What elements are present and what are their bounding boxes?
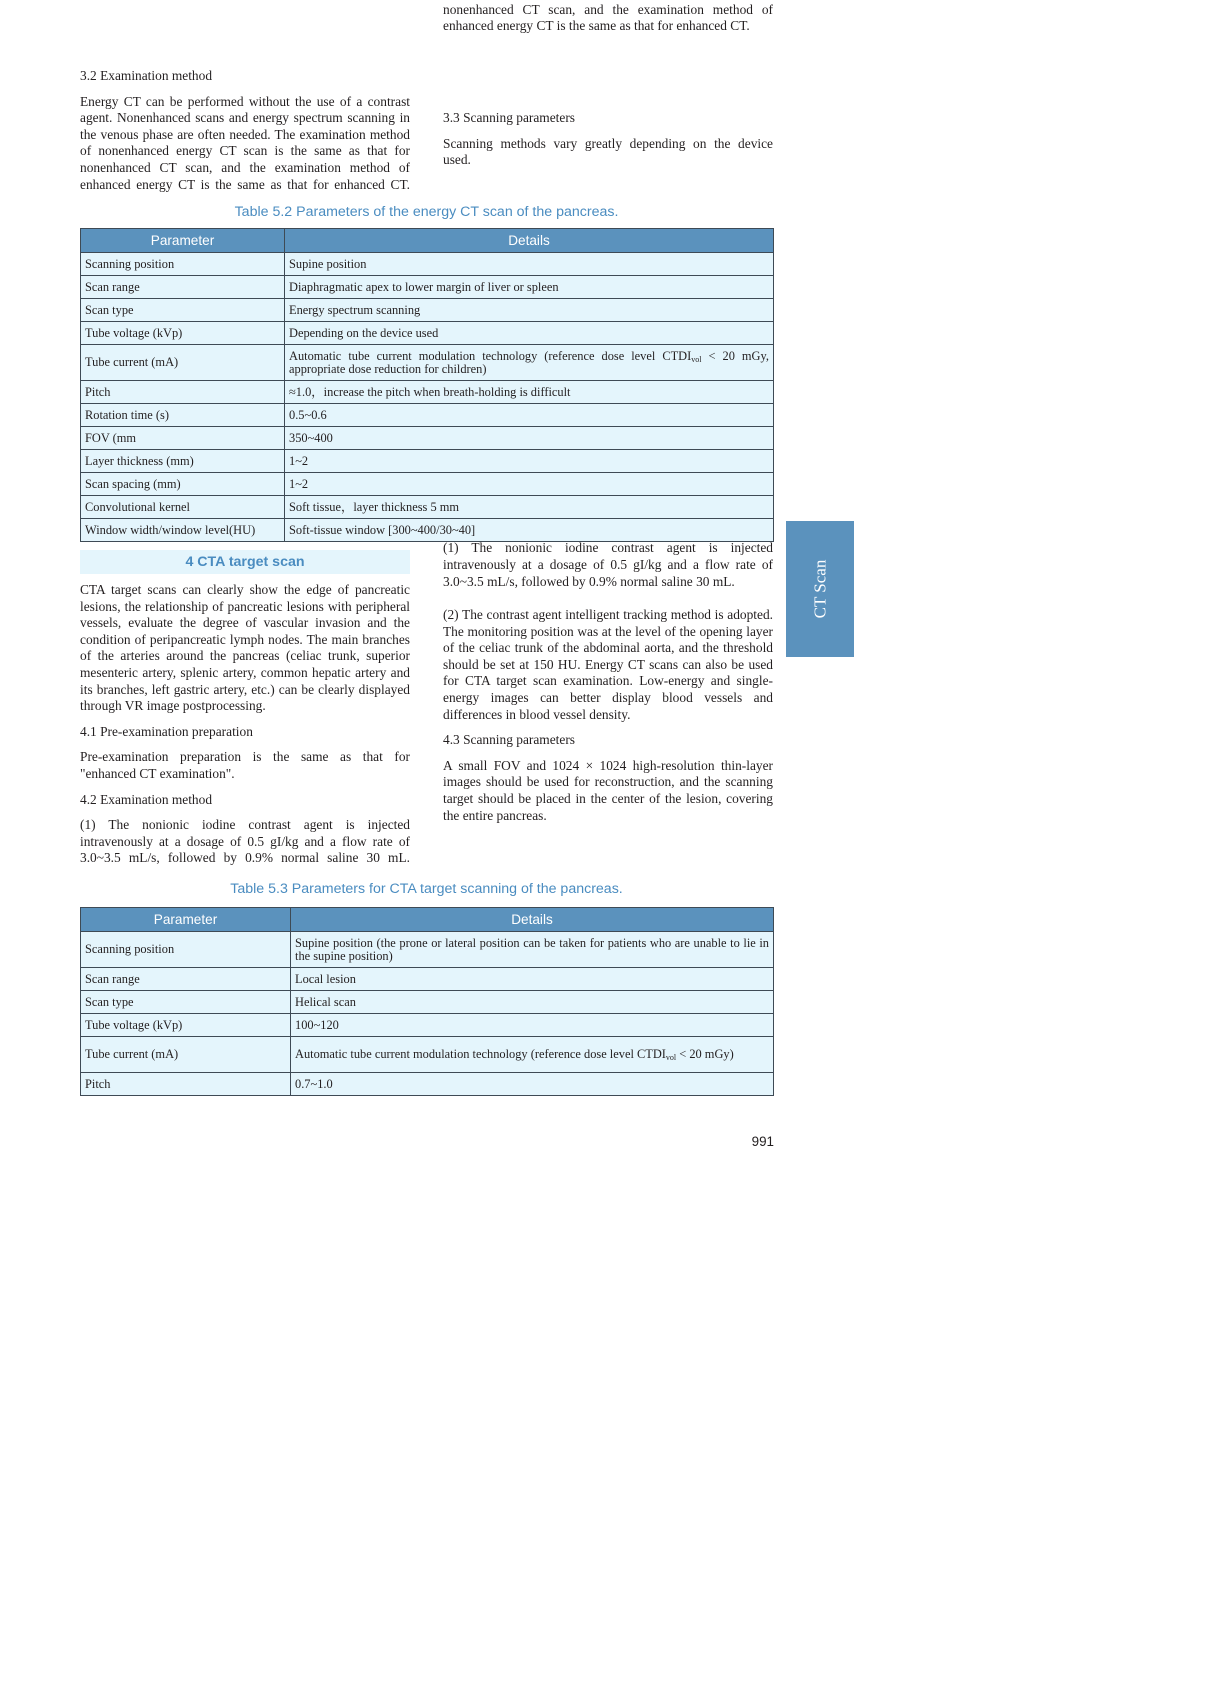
middle-left-column <box>80 582 410 866</box>
column-header-details: Details <box>285 229 774 253</box>
section-3-3-heading: 3.3 Scanning parameters <box>443 110 576 125</box>
side-tab-label: CT Scan <box>810 559 829 619</box>
section-4-2-item-1: (1) The nonionic iodine contrast agent is injected intravenously at a dosage of 0.5 gI/kg and a flow rate of 3.0~3.5 mL/s, followed by 0.9% normal saline 30 mL. <box>80 817 410 866</box>
details-cell: 0.7~1.0 <box>291 1073 774 1096</box>
param-cell: Pitch <box>81 381 285 404</box>
table-row <box>81 404 774 427</box>
details-cell: 0.5~0.6 <box>285 404 774 427</box>
param-cell: Scan spacing (mm) <box>81 473 285 496</box>
param-cell: Convolutional kernel <box>81 496 285 519</box>
section-3-2-paragraph-continued: nonenhanced CT scan, and the examination method of enhanced energy CT is the same as that for enhanced CT. <box>443 1 773 34</box>
section-4-2-item-1-continued: (1) The nonionic iodine contrast agent is injected intravenously at a dosage of 0.5 gI/kg and a flow rate of 3.0~3.5 mL/s, followed by 0.9% normal saline 30 mL. <box>443 540 773 589</box>
details-cell: ≈1.0，increase the pitch when breath-holding is difficult <box>285 381 774 404</box>
param-cell: Scanning position <box>81 253 285 276</box>
param-cell: Scan type <box>81 299 285 322</box>
table-row <box>81 253 774 276</box>
chapter-side-tab <box>786 521 854 657</box>
table-row <box>81 381 774 404</box>
top-right-column <box>443 1 773 178</box>
param-cell: Scan range <box>81 968 291 991</box>
section-4-1-paragraph: Pre-examination preparation is the same as that for "enhanced CT examination". <box>80 749 410 781</box>
table-5-3 <box>80 907 774 1096</box>
table-header-row <box>81 229 774 253</box>
section-3-2-continuation <box>443 1 773 101</box>
details-text: < 20 mGy, appropriate dose reduction for children) <box>289 348 769 376</box>
table-row <box>81 932 774 968</box>
details-cell: Supine position <box>285 253 774 276</box>
table-row <box>81 322 774 345</box>
table-row <box>81 427 774 450</box>
details-cell: Local lesion <box>291 968 774 991</box>
details-text: Automatic tube current modulation technology (reference dose level CTDI <box>289 348 692 363</box>
middle-right-column <box>443 540 773 833</box>
section-4-2-item-1-continuation <box>443 540 773 607</box>
details-cell <box>285 345 774 381</box>
details-cell: Energy spectrum scanning <box>285 299 774 322</box>
section-4-heading: 4 CTA target scan <box>80 550 410 574</box>
param-cell: Scanning position <box>81 932 291 968</box>
section-4-3-paragraph: A small FOV and 1024 × 1024 high-resolution thin-layer images should be used for reconstruction, and the scanning target should be placed in the center of the lesion, covering the entire pancreas. <box>443 757 773 823</box>
section-3-2-heading: 3.2 Examination method <box>80 68 213 83</box>
table-row <box>81 345 774 381</box>
section-4-1-heading: 4.1 Pre-examination preparation <box>80 723 253 739</box>
column-header-parameter: Parameter <box>81 908 291 932</box>
param-cell: Window width/window level(HU) <box>81 519 285 542</box>
table-header-row <box>81 908 774 932</box>
details-cell: Diaphragmatic apex to lower margin of liver or spleen <box>285 276 774 299</box>
details-cell: 1~2 <box>285 473 774 496</box>
details-cell: Helical scan <box>291 991 774 1014</box>
param-cell: Layer thickness (mm) <box>81 450 285 473</box>
param-cell: Tube current (mA) <box>81 1037 291 1073</box>
details-cell: Soft tissue，layer thickness 5 mm <box>285 496 774 519</box>
param-cell: Scan range <box>81 276 285 299</box>
details-text: < 20 mGy) <box>676 1047 734 1061</box>
details-cell: Depending on the device used <box>285 322 774 345</box>
table-row <box>81 519 774 542</box>
table-5-3-caption: Table 5.3 Parameters for CTA target scanning of the pancreas. <box>230 881 623 897</box>
section-4-2-heading: 4.2 Examination method <box>80 791 213 807</box>
table-row <box>81 1073 774 1096</box>
table-row <box>81 968 774 991</box>
section-3-2-paragraph: Energy CT can be performed without the use of a contrast agent. Nonenhanced scans and energy spectrum scanning in the venous phase are often needed. The examination method of nonenhanced energy CT scan is the same as that for nonenhanced CT scan, and the examination method of enhanced energy CT is the same as that for enhanced CT. <box>80 93 410 192</box>
column-header-details: Details <box>291 908 774 932</box>
details-cell: 100~120 <box>291 1014 774 1037</box>
top-left-column <box>80 68 410 215</box>
table-row <box>81 1014 774 1037</box>
table-row <box>81 299 774 322</box>
param-cell: Tube voltage (kVp) <box>81 322 285 345</box>
table-row <box>81 1037 774 1073</box>
details-cell: Soft-tissue window [300~400/30~40] <box>285 519 774 542</box>
table-row <box>81 473 774 496</box>
details-subscript: vol <box>665 1053 677 1062</box>
param-cell: Scan type <box>81 991 291 1014</box>
section-4-2-item-2: (2) The contrast agent intelligent tracking method is adopted. The monitoring position was at the level of the opening layer of the celiac trunk of the abdominal aorta, and the threshold should be set at 150 HU. Energy CT scans can also be used for CTA target scan examination. Low-energy and single-energy images can better display blood vessels and differences in blood vessel density. <box>443 607 773 722</box>
param-cell: FOV (mm <box>81 427 285 450</box>
details-text: Automatic tube current modulation technology (reference dose level CTDI <box>295 1047 666 1061</box>
section-3-3-paragraph: Scanning methods vary greatly depending on the device used. <box>443 135 773 168</box>
param-cell: Tube voltage (kVp) <box>81 1014 291 1037</box>
table-row <box>81 450 774 473</box>
details-cell: 1~2 <box>285 450 774 473</box>
param-cell: Tube current (mA) <box>81 345 285 381</box>
section-4-3-heading: 4.3 Scanning parameters <box>443 732 576 748</box>
param-cell: Rotation time (s) <box>81 404 285 427</box>
param-cell: Pitch <box>81 1073 291 1096</box>
details-subscript: vol <box>691 354 702 364</box>
page-number: 991 <box>751 1134 774 1149</box>
table-5-2-caption: Table 5.2 Parameters of the energy CT scan of the pancreas. <box>234 204 619 220</box>
details-cell: 350~400 <box>285 427 774 450</box>
table-5-2 <box>80 228 774 542</box>
details-cell <box>291 1037 774 1073</box>
table-row <box>81 496 774 519</box>
column-header-parameter: Parameter <box>81 229 285 253</box>
section-4-paragraph: CTA target scans can clearly show the edge of pancreatic lesions, the relationship of pancreatic lesions with peripheral vessels, evaluate the degree of vascular invasion and the condition of peripancreatic lymph nodes. The main branches of the arteries around the pancreas (celiac trunk, superior mesenteric artery, splenic artery, common hepatic artery and its branches, left gastric artery, etc.) can be clearly displayed through VR image postprocessing. <box>80 582 410 714</box>
table-row <box>81 991 774 1014</box>
details-cell: Supine position (the prone or lateral position can be taken for patients who are unable to lie in the supine position) <box>291 932 774 968</box>
table-row <box>81 276 774 299</box>
